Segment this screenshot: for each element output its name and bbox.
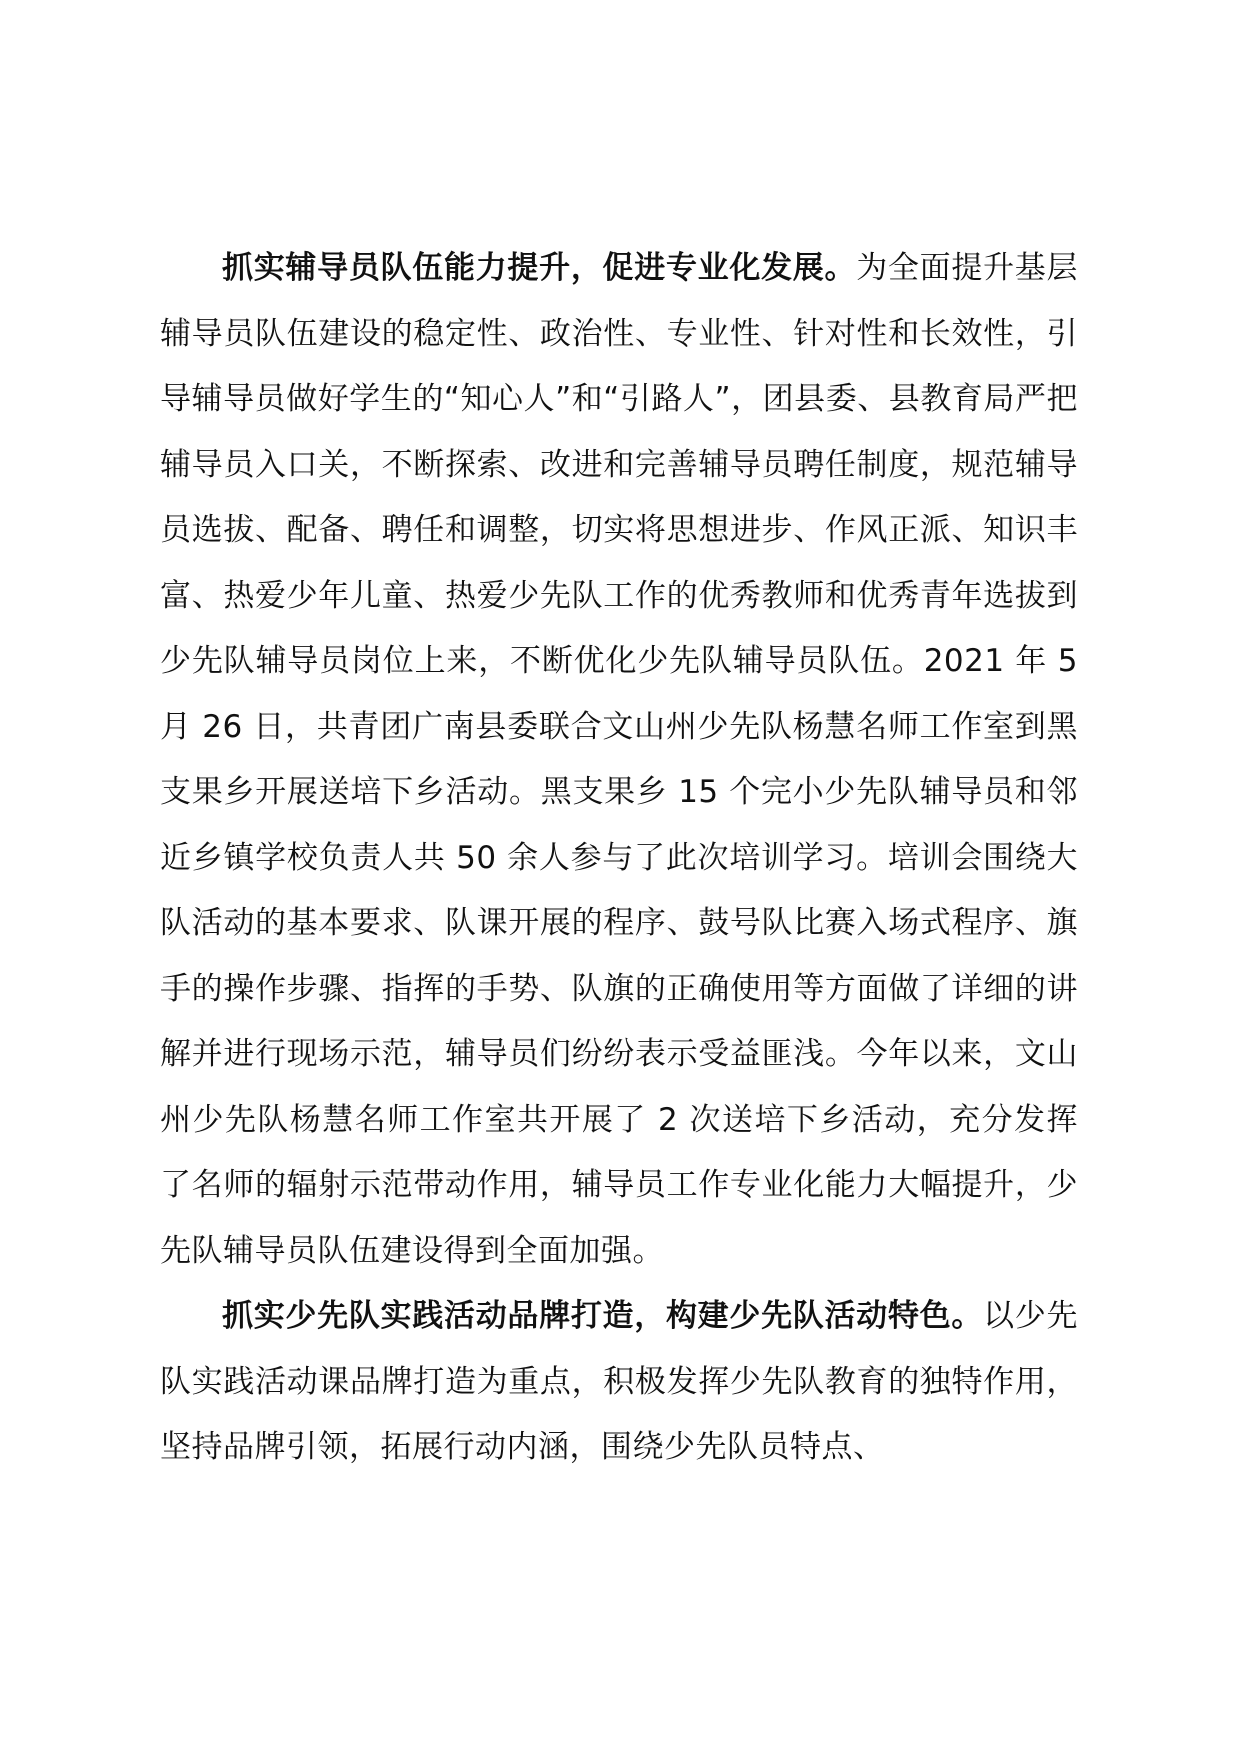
paragraph-heading: 抓实辅导员队伍能力提升，促进专业化发展。 <box>222 250 857 286</box>
paragraph-heading: 抓实少先队实践活动品牌打造，构建少先队活动特色。 <box>222 1298 984 1334</box>
paragraph-practice-activities <box>160 1284 1078 1481</box>
document-body <box>160 236 1078 1481</box>
paragraph-text: 以少先队实践活动课品牌打造为重点，积极发挥少先队教育的独特作用，坚持品牌引领，拓展行动内涵，围绕少先队员特点、 <box>160 1298 1079 1465</box>
paragraph-text: 为全面提升基层辅导员队伍建设的稳定性、政治性、专业性、针对性和长效性，引导辅导员做好学生的“知心人”和“引路人”，团县委、县教育局严把辅导员入口关，不断探索、改进和完善辅导员聘任制度，规范辅导员选拔、配备、聘任和调整，切实将思想进步、作风正派、知识丰富、热爱少年儿童、热爱少先队工作的优秀教师和优秀青年选拔到少先队辅导员岗位上来，不断优化少先队辅导员队伍。2021 年 5 月 26 日，共青团广南县委联合文山州少先队杨慧名师工作室到黑支果乡开展送培下乡活动。黑支果乡 15 个完小少先队辅导员和邻近乡镇学校负责人共 50 余人参与了此次培训学习。培训会围绕大队活动的基本要求、队课开展的程序、鼓号队比赛入场式程序、旗手的操作步骤、指挥的手势、队旗的正确使用等方面做了详细的讲解并进行现场示范，辅导员们纷纷表示受益匪浅。今年以来，文山州少先队杨慧名师工作室共开展了 2 次送培下乡活动，充分发挥了名师的辐射示范带动作用，辅导员工作专业化能力大幅提升，少先队辅导员队伍建设得到全面加强。 <box>160 250 1079 1269</box>
paragraph-counselor-team <box>160 236 1078 1284</box>
